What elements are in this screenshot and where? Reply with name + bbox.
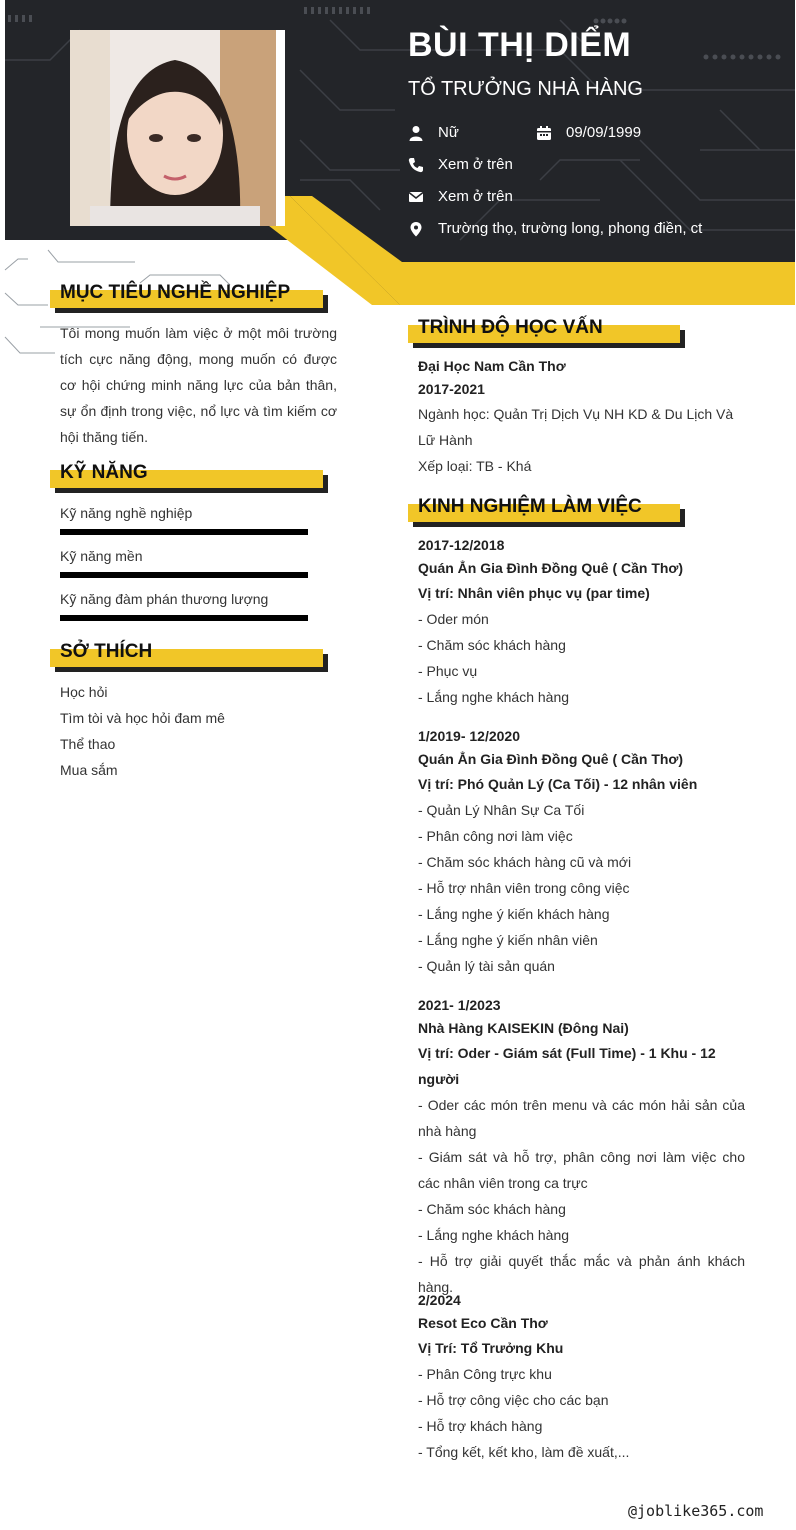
skill-item [60, 591, 308, 621]
skill-label: Kỹ năng mền [60, 548, 143, 564]
job-duty: - Hỗ trợ giải quyết thắc mắc và phản ánh khách hàng. [418, 1253, 745, 1295]
education-heading-text: TRÌNH ĐỘ HỌC VẤN [418, 317, 603, 338]
gender-value: Nữ [438, 124, 459, 141]
education-grade: Xếp loại: TB - Khá [418, 458, 532, 474]
phone-value: Xem ở trên [438, 156, 513, 173]
job-company: Quán Ẳn Gia Đình Đồng Quê ( Cần Thơ) [418, 751, 684, 767]
profile-photo [70, 30, 285, 226]
job-company: Nhà Hàng KAISEKIN (Đông Nai) [418, 1020, 629, 1036]
job-duty: - Hỗ trợ khách hàng [418, 1418, 543, 1434]
location-pin-icon [408, 221, 424, 237]
user-icon [408, 125, 424, 141]
job-company: Resot Eco Cần Thơ [418, 1315, 548, 1331]
hobby-item: Tìm tòi và học hỏi đam mê [60, 710, 225, 726]
candidate-name: BÙI THỊ DIỂM [408, 26, 632, 64]
skill-item [60, 505, 308, 535]
job-duty: - Oder các món trên menu và các món hải sản của nhà hàng [418, 1097, 745, 1139]
portrait-image [70, 30, 276, 226]
job-entry [418, 994, 745, 1300]
job-period: 2/2024 [418, 1292, 461, 1308]
job-period: 2021- 1/2023 [418, 997, 501, 1013]
job-duty: - Chăm sóc khách hàng cũ và mới [418, 854, 632, 870]
job-entry [418, 725, 745, 979]
email-row [408, 188, 513, 205]
objective-text: Tôi mong muốn làm việc ở một môi trường tích cực năng động, mong muốn có được cơ hội chứng minh năng lực của bản thân, sự ổn định trong việc, nổ lực và tìm kiếm cơ hội thăng tiến. [60, 325, 337, 445]
job-duty: - Chăm sóc khách hàng [418, 637, 566, 653]
experience-heading-text: KINH NGHIỆM LÀM VIỆC [418, 496, 642, 517]
job-duty: - Phân Công trực khu [418, 1366, 552, 1382]
job-position: Vị Trí: Tổ Trưởng Khu [418, 1340, 564, 1356]
job-duty: - Chăm sóc khách hàng [418, 1201, 566, 1217]
job-duty: - Quản Lý Nhân Sự Ca Tối [418, 802, 585, 818]
skill-label: Kỹ năng đàm phán thương lượng [60, 591, 269, 607]
job-duty: - Hỗ trợ công việc cho các bạn [418, 1392, 609, 1408]
skill-label: Kỹ năng nghề nghiệp [60, 505, 193, 521]
hobby-item: Thể thao [60, 736, 116, 752]
phone-icon [408, 157, 424, 173]
birthdate-value: 09/09/1999 [566, 124, 642, 141]
job-entry [418, 1289, 745, 1465]
job-period: 2017-12/2018 [418, 537, 505, 553]
job-duty: - Oder món [418, 611, 489, 627]
candidate-job-title: TỔ TRƯỞNG NHÀ HÀNG [408, 78, 643, 100]
calendar-icon [536, 125, 552, 141]
skill-meter [60, 572, 308, 578]
objective-heading-text: MỤC TIÊU NGHỀ NGHIỆP [60, 282, 291, 303]
phone-row [408, 156, 513, 173]
job-company: Quán Ẳn Gia Đình Đồng Quê ( Cần Thơ) [418, 560, 684, 576]
address-value: Trường thọ, trường long, phong điền, ct [438, 220, 703, 237]
email-value: Xem ở trên [438, 188, 513, 205]
education-block [418, 355, 745, 479]
hobby-item: Học hỏi [60, 684, 108, 700]
job-duty: - Hỗ trợ nhân viên trong công việc [418, 880, 630, 896]
skills-heading-text: KỸ NĂNG [60, 462, 148, 483]
birthdate-row [536, 124, 641, 141]
gender-row [408, 124, 459, 141]
job-duty: - Tổng kết, kết kho, làm đề xuất,... [418, 1444, 630, 1460]
job-position: Vị trí: Oder - Giám sát (Full Time) - 1 Khu - 12 người [418, 1045, 716, 1087]
footer-watermark: @joblike365.com [628, 1502, 764, 1520]
job-position: Vị trí: Phó Quản Lý (Ca Tối) - 12 nhân viên [418, 776, 698, 792]
job-duty: - Lắng nghe khách hàng [418, 689, 570, 705]
hobby-item: Mua sắm [60, 762, 118, 778]
job-duty: - Phân công nơi làm việc [418, 828, 573, 844]
education-years: 2017-2021 [418, 381, 485, 397]
email-icon [408, 189, 424, 205]
education-major: Ngành học: Quản Trị Dịch Vụ NH KD & Du Lịch Và Lữ Hành [418, 406, 734, 448]
skill-meter [60, 529, 308, 535]
job-duty: - Lắng nghe ý kiến nhân viên [418, 932, 598, 948]
address-row [408, 220, 702, 237]
job-period: 1/2019- 12/2020 [418, 728, 520, 744]
job-duty: - Lắng nghe ý kiến khách hàng [418, 906, 610, 922]
job-position: Vị trí: Nhân viên phục vụ (par time) [418, 585, 650, 601]
job-entry [418, 534, 745, 710]
skill-item [60, 548, 308, 578]
job-duty: - Giám sát và hỗ trợ, phân công nơi làm việc cho các nhân viên trong ca trực [418, 1149, 745, 1191]
job-duty: - Phục vụ [418, 663, 478, 679]
skill-meter [60, 615, 308, 621]
job-duty: - Quản lý tài sản quán [418, 958, 555, 974]
hobbies-heading-text: SỞ THÍCH [60, 641, 153, 662]
school-name: Đại Học Nam Cần Thơ [418, 358, 566, 374]
job-duty: - Lắng nghe khách hàng [418, 1227, 570, 1243]
